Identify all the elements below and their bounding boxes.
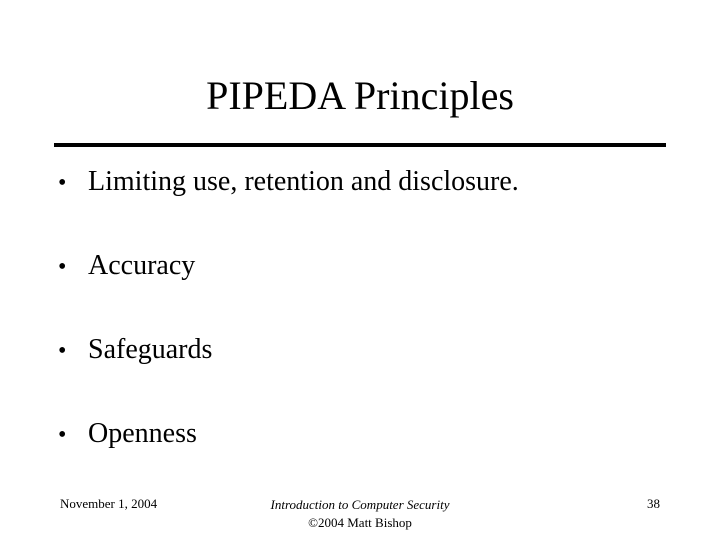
bullet-point-icon: • — [58, 170, 67, 196]
bullet-point-icon: • — [58, 422, 67, 448]
bullet-item — [58, 162, 519, 203]
bullet-point-icon: • — [58, 338, 67, 364]
title-divider — [54, 143, 666, 147]
bullet-item — [58, 330, 212, 371]
footer-course-title: Introduction to Computer Security — [270, 497, 450, 512]
bullet-item — [58, 246, 195, 287]
footer-center — [210, 496, 510, 532]
footer-page-number: 38 — [647, 496, 660, 511]
bullet-text: Accuracy — [88, 250, 196, 281]
bullet-text: Limiting use, retention and disclosure. — [88, 166, 519, 197]
footer-copyright: ©2004 Matt Bishop — [308, 515, 412, 530]
footer-date: November 1, 2004 — [60, 496, 158, 511]
bullet-text: Openness — [88, 418, 197, 449]
bullet-point-icon: • — [58, 254, 67, 280]
bullet-item — [58, 414, 197, 455]
bullet-text: Safeguards — [88, 334, 213, 365]
slide-title: PIPEDA Principles — [206, 73, 514, 118]
